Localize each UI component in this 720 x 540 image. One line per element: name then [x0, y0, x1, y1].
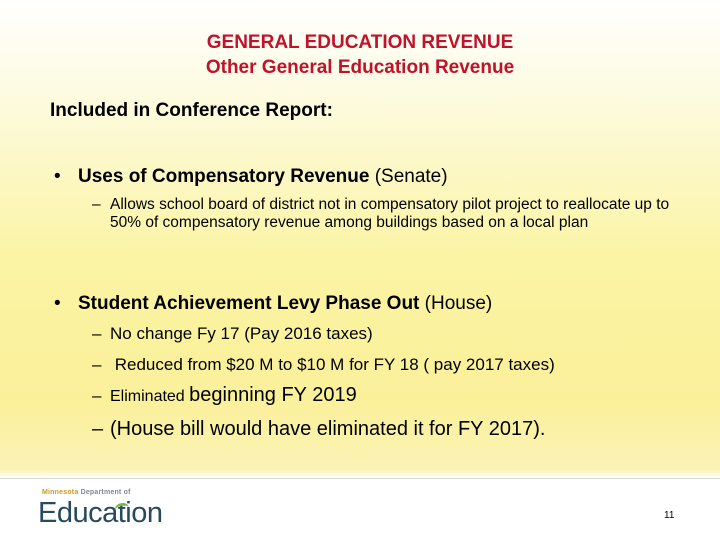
sub-item-compensatory: [92, 196, 690, 232]
sub-text-large: beginning FY 2019: [189, 384, 357, 406]
sub-text: Allows school board of district not in compensatory pilot project to reallocate up to 50% of compensatory revenue among buildings based on a local plan: [110, 196, 670, 231]
bullet-rest-text: (House): [419, 293, 493, 314]
logo-state: Minnesota: [42, 489, 79, 496]
page-number: 11: [664, 510, 675, 521]
logo-word: Education: [38, 497, 163, 529]
bullet-compensatory: [54, 166, 448, 188]
bullet-levy-phase-out: [54, 293, 492, 315]
sub-marker: –: [92, 355, 102, 374]
slide-title: [0, 30, 720, 80]
sub-marker: –: [92, 418, 104, 440]
sub-text: No change Fy 17 (Pay 2016 taxes): [110, 324, 373, 343]
included-heading: Included in Conference Report:: [50, 100, 333, 121]
title-line-2: Other General Education Revenue: [205, 57, 515, 78]
sub-text-small: Eliminated: [110, 388, 190, 405]
sub-item-house-bill: [92, 418, 545, 441]
sub-marker: –: [92, 196, 101, 213]
bullet-bold-text: Uses of Compensatory Revenue: [78, 166, 370, 187]
sub-marker: –: [92, 386, 102, 405]
sub-item-eliminated: [92, 384, 357, 407]
bullet-marker: •: [54, 293, 61, 314]
bullet-rest-text: (Senate): [369, 166, 448, 187]
bullet-bold-text: Student Achievement Levy Phase Out: [78, 293, 420, 314]
education-logo: [38, 497, 177, 530]
sub-text: (House bill would have eliminated it for FY 2017).: [110, 418, 546, 440]
sub-item-no-change: [92, 324, 373, 344]
logo-dept: Department of: [78, 489, 131, 496]
sub-marker: –: [92, 324, 102, 343]
title-line-1: GENERAL EDUCATION REVENUE: [206, 32, 514, 53]
logo-department-text: [42, 489, 131, 496]
sub-item-reduced: [92, 355, 555, 375]
sub-text: Reduced from $20 M to $10 M for FY 18 ( pay 2017 taxes): [110, 355, 555, 374]
bullet-marker: •: [54, 166, 61, 187]
footer-divider: [0, 478, 720, 479]
